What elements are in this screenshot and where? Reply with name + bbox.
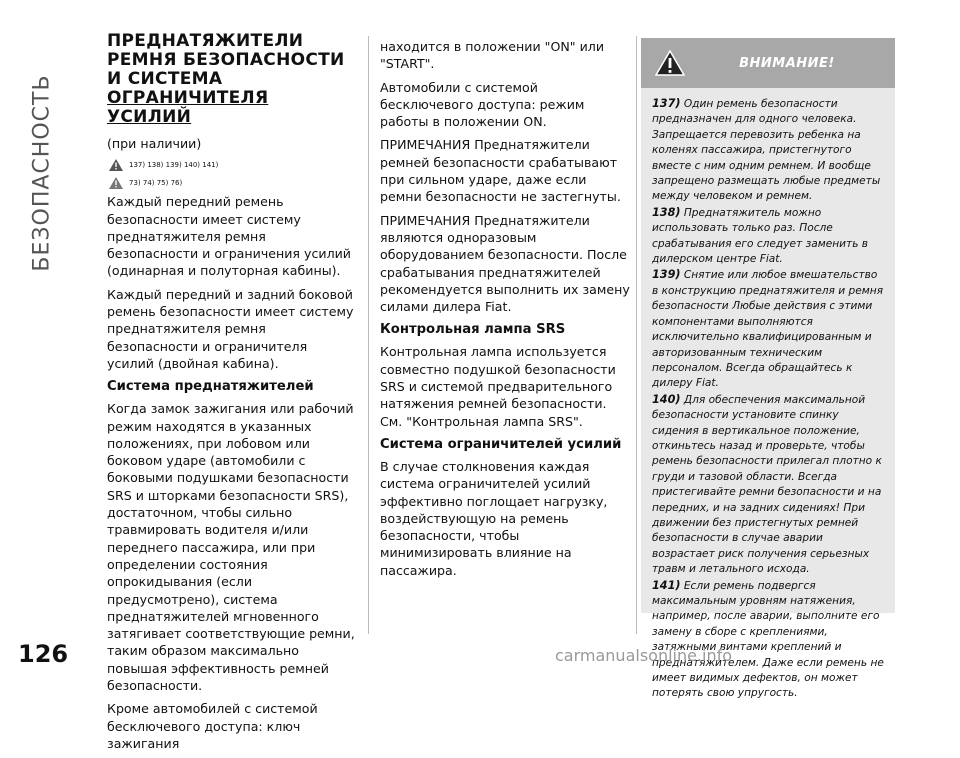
column-middle — [380, 38, 632, 585]
warning-refs-text: 137) 138) 139) 140) 141) — [129, 161, 219, 170]
paragraph: Контрольная лампа используется совместно подушкой безопасности SRS и системой предварительного натяжения ремней безопасности. См. "Контрольная лампа SRS". — [380, 344, 616, 429]
warning-header — [641, 38, 895, 88]
section-title-text: БЕЗОПАСНОСТЬ — [29, 74, 55, 272]
warning-triangle-icon — [109, 159, 123, 171]
subheading: Система ограничителей усилий — [380, 436, 622, 452]
warning-title: ВНИМАНИЕ! — [739, 55, 835, 71]
page-number: 126 — [18, 640, 69, 668]
subheading: Контрольная лампа SRS — [380, 322, 566, 338]
heading-line: РЕМНЯ БЕЗОПАСНОСТИ — [107, 50, 345, 70]
warning-item — [652, 96, 886, 205]
section-sidebar-title — [22, 28, 62, 318]
warning-item — [652, 392, 886, 578]
paragraph: Кроме автомобилей с системой бесключевого доступа: ключ зажигания — [107, 701, 318, 751]
watermark: carmanualsonline.info — [555, 646, 733, 665]
column-divider — [636, 36, 637, 634]
heading-line: ОГРАНИЧИТЕЛЯ УСИЛИЙ — [107, 88, 269, 127]
paragraph: Каждый передний и задний боковой ремень безопасности имеет систему преднатяжителя ремня безопасности и ограничителя усилий (двойная кабина). — [107, 286, 354, 371]
warning-item-text: Снятие или любое вмешательство в конструкцию преднатяжителя и ремня безопасности Любые действия с этими компонентами выполняются исключительно квалифицированным и авторизованным техническим персоналом. Всегда обращайтесь к дилеру Fiat. — [652, 269, 884, 390]
paragraph: Каждый передний ремень безопасности имеет систему преднатяжителя ремня безопасности и ограничения усилий (одинарная и полуторная кабины). — [107, 194, 351, 279]
paragraph: находится в положении "ON" или "START". — [380, 39, 605, 72]
warning-item-number: 141) — [652, 578, 681, 592]
column-left — [107, 32, 357, 758]
warning-body — [641, 88, 895, 702]
warning-item-number: 139) — [652, 268, 681, 282]
warning-item — [652, 205, 886, 268]
caution-triangle-icon — [109, 177, 123, 189]
warning-item-text: Если ремень подвергся максимальным уровням натяжения, например, после аварии, выполните его замену в сборе с креплениями, затяжными винтами креплений и преднатяжителем. Даже если ремень не имеет видимых дефектов, он может потерять свою упругость. — [652, 579, 884, 700]
caution-refs-row — [109, 176, 357, 190]
warning-item-text: Преднатяжитель можно использовать только раз. После срабатывания его следует заменить в дилерском центре Fiat. — [652, 206, 869, 266]
warning-item — [652, 267, 886, 391]
warning-refs-row — [109, 158, 357, 172]
warning-item-text: Один ремень безопасности предназначен для одного человека. Запрещается перевозить ребенка на коленях пассажира, пристегнутого вместе с ним одним ремнем. И вообще запрещено размещать любые предметы между человеком и ремнем. — [652, 98, 881, 203]
warning-item — [652, 578, 886, 702]
section-heading — [107, 32, 357, 127]
availability-note: (при наличии) — [107, 136, 202, 151]
warning-item-number: 137) — [652, 97, 681, 110]
note-paragraph: ПРИМЕЧАНИЯ Преднатяжители ремней безопасности срабатывают при сильном ударе, даже если ремни безопасности не застегнуты. — [380, 137, 621, 205]
note-paragraph: ПРИМЕЧАНИЯ Преднатяжители являются одноразовым оборудованием безопасности. После срабатывания преднатяжителей рекомендуется выполнить их замену силами дилера Fiat. — [380, 212, 630, 315]
heading-line: ПРЕДНАТЯЖИТЕЛИ — [107, 31, 304, 51]
paragraph: Когда замок зажигания или рабочий режим находятся в указанных положениях, при лобовом или боковом ударе (автомобили с боковыми подушками безопасности SRS и шторками безопасности SRS), достаточном, чтобы сильно травмировать водителя и/или переднего пассажира, или при определении состояния опрокидывания (если предусмотрено), система преднатяжителей мгновенного затягивает соответствующие ремни, таким образом максимально повышая эффективность ремней безопасности. — [107, 401, 355, 694]
warning-item-number: 138) — [652, 205, 681, 219]
heading-line: И СИСТЕМА — [107, 69, 223, 89]
warning-item-text: Для обеспечения максимальной безопасности установите спинку сидения в вертикальное положение, откиньтесь назад и проверьте, чтобы ремень безопасности прилегал плотно к груди и тазовой области. Всегда пристегивайте ремни безопасности и на передних, и на задних сидениях! При движении без пристегнутых ремней безопасности в случае аварии возрастает риск получения серьезных травм и летального исхода. — [652, 393, 882, 576]
subheading: Система преднатяжителей — [107, 379, 314, 395]
paragraph: В случае столкновения каждая система ограничителей усилий эффективно поглощает нагрузку, воздействующую на ремень безопасности, чтобы минимизировать влияние на пассажира. — [380, 458, 608, 578]
column-divider — [368, 36, 369, 634]
paragraph: Автомобили с системой бесключевого доступа: режим работы в положении ON. — [380, 79, 585, 130]
caution-refs-text: 73) 74) 75) 76) — [129, 179, 183, 188]
warning-item-number: 140) — [652, 392, 681, 406]
